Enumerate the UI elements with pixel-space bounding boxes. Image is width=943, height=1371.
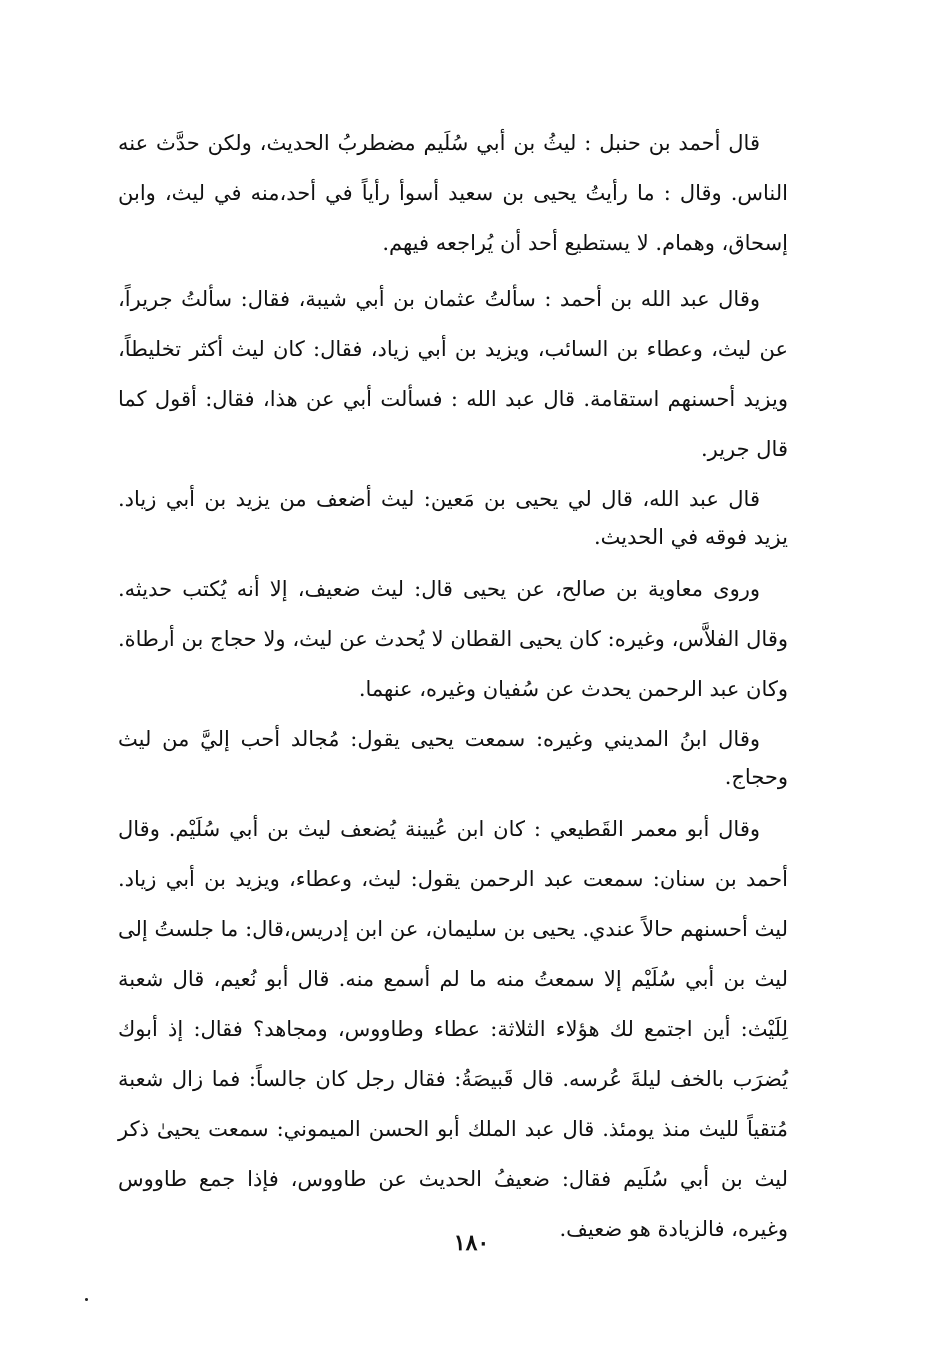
body-text [118,118,788,1254]
paragraph-5: وقال ابنُ المديني وغيره: سمعت يحيى يقول: مُجالد أحب إليَّ من ليث وحجاج. [118,727,788,789]
page-number: ١٨٠ [453,1230,490,1256]
paragraph-3: قال عبد الله، قال لي يحيى بن مَعين: ليث أضعف من يزيد بن أبي زياد. يزيد فوقه في الحديث. [118,487,788,549]
scan-speck [85,1298,88,1301]
paragraph-6: وقال أبو معمر القَطيعي : كان ابن عُيينة يُضعف ليث بن أبي سُلَيْم. وقال أحمد بن سنان: سمعت عبد الرحمن يقول: ليث، وعطاء، ويزيد بن أبي زياد. ليث أحسنهم حالاً عندي. يحيى بن سليمان، عن ابن إدريس،قال: ما جلستُ إلى ليث بن أبي سُلَيْم إلا سمعتُ منه ما لم أسمع منه. قال أبو نُعيم، قال شعبة لِلَيْث: أين اجتمع لك هؤلاء الثلاثة: عطاء وطاووس، ومجاهد؟ فقال: إذ أبوك يُضرَب بالخف ليلةَ عُرسه. قال قَبيصَةُ: فقال رجل كان جالساً: فما زال شعبة مُتقياً لليث منذ يومئذ. قال عبد الملك أبو الحسن الميموني: سمعت يحيىٰ ذكر ليث بن أبي سُلَيم فقال: ضعيفُ الحديث عن طاووس، فإذا جمع طاووس وغيره، فالزيادة هو ضعيف. [118,817,788,1241]
paragraph-2: وقال عبد الله بن أحمد : سألتُ عثمان بن أبي شيبة، فقال: سألتُ جريراً، عن ليث، وعطاء بن السائب، ويزيد بن أبي زياد، فقال: كان ليث أكثر تخليطاً، ويزيد أحسنهم استقامة. قال عبد الله : فسألت أبي عن هذا، فقال: أقول كما قال جرير. [118,287,788,461]
paragraph-4: وروى معاوية بن صالح، عن يحيى قال: ليث ضعيف، إلا أنه يُكتب حديثه. وقال الفلاَّس، وغيره: كان يحيى القطان لا يُحدث عن ليث، ولا حجاج بن أرطاة. وكان عبد الرحمن يحدث عن سُفيان وغيره، عنهما. [118,577,788,701]
paragraph-1: قال أحمد بن حنبل : ليثُ بن أبي سُلَيم مضطربُ الحديث، ولكن حدَّث عنه الناس. وقال : ما رأيتُ يحيى بن سعيد أسوأ رأياً في أحد،منه في ليث، وابن إسحاق، وهمام. لا يستطيع أحد أن يُراجعه فيهم. [118,131,788,255]
